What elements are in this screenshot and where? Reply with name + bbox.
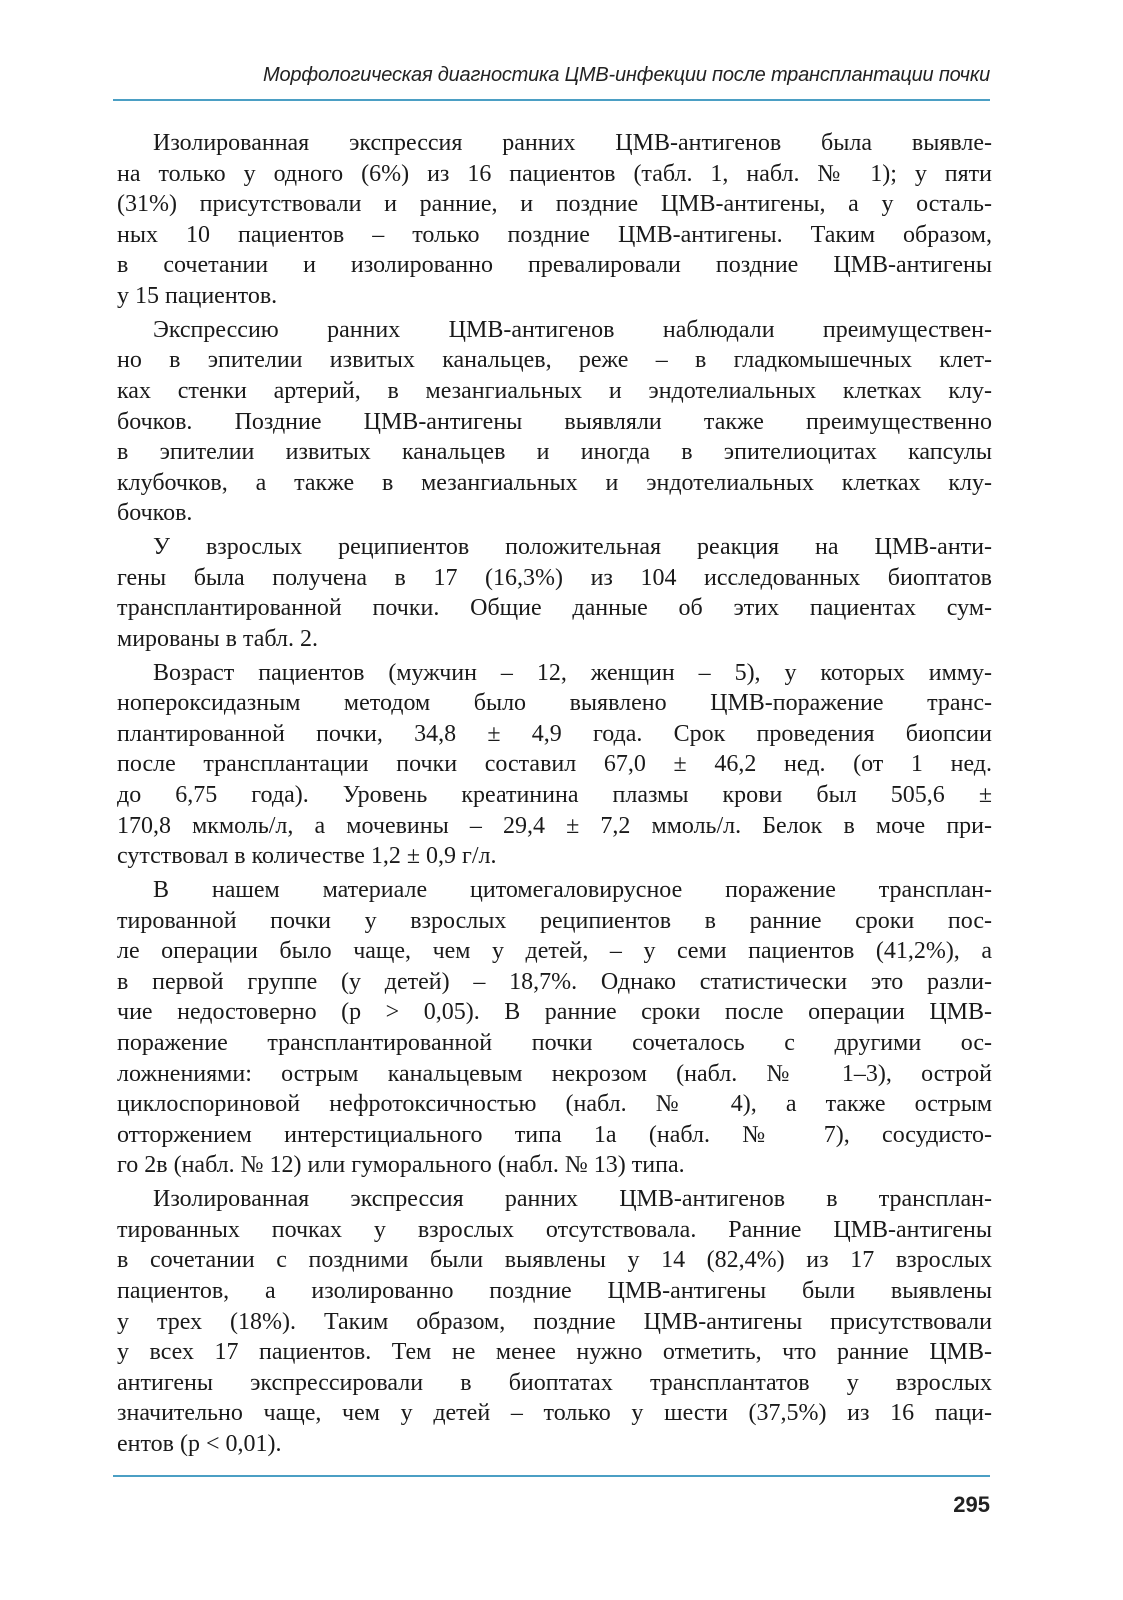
text-line: трансплантированной почки. Общие данные об этих пациентах сум- bbox=[117, 595, 992, 622]
paragraph bbox=[117, 658, 992, 872]
text-line: у всех 17 пациентов. Тем не менее нужно отметить, что ранние ЦМВ- bbox=[117, 1339, 992, 1366]
text-line: ках стенки артерий, в мезангиальных и эндотелиальных клетках клу- bbox=[117, 377, 992, 404]
text-line: чие недостоверно (p > 0,05). В ранние сроки после операции ЦМВ- bbox=[117, 999, 992, 1026]
paragraph bbox=[117, 128, 992, 312]
text-line: тированной почки у взрослых реципиентов в ранние сроки пос- bbox=[117, 907, 992, 934]
text-line: в первой группе (у детей) – 18,7%. Однако статистически это разли- bbox=[117, 968, 992, 995]
text-line: значительно чаще, чем у детей – только у шести (37,5%) из 16 паци- bbox=[117, 1400, 992, 1427]
text-line: до 6,75 года). Уровень креатинина плазмы крови был 505,6 ± bbox=[117, 782, 992, 809]
text-line: ле операции было чаще, чем у детей, – у семи пациентов (41,2%), а bbox=[117, 938, 992, 965]
text-line: плантированной почки, 34,8 ± 4,9 года. Срок проведения биопсии bbox=[117, 720, 992, 747]
text-line: в сочетании с поздними были выявлены у 14 (82,4%) из 17 взрослых bbox=[117, 1247, 992, 1274]
text-line: на только у одного (6%) из 16 пациентов (табл. 1, набл. № 1); у пяти bbox=[117, 160, 992, 187]
running-header: Морфологическая диагностика ЦМВ-инфекции после трансплантации почки bbox=[263, 64, 990, 86]
body-text bbox=[117, 128, 992, 1463]
paragraph bbox=[117, 875, 992, 1181]
text-line: у трех (18%). Таким образом, поздние ЦМВ-антигены присутствовали bbox=[117, 1308, 992, 1335]
text-line: бочков. Поздние ЦМВ-антигены выявляли также преимущественно bbox=[117, 408, 992, 435]
text-line: тированных почках у взрослых отсутствовала. Ранние ЦМВ-антигены bbox=[117, 1216, 992, 1243]
text-line: гены была получена в 17 (16,3%) из 104 исследованных биоптатов bbox=[117, 564, 992, 591]
text-line: У взрослых реципиентов положительная реакция на ЦМВ-анти- bbox=[153, 534, 992, 561]
text-line: Изолированная экспрессия ранних ЦМВ-антигенов была выявле- bbox=[153, 130, 992, 156]
text-line: циклоспориновой нефротоксичностью (набл. № 4), а также острым bbox=[117, 1091, 992, 1118]
paragraph bbox=[117, 1184, 992, 1459]
text-line: нопероксидазным методом было выявлено ЦМВ-поражение транс- bbox=[117, 690, 992, 717]
text-line: у 15 пациентов. bbox=[117, 282, 278, 309]
text-line: поражение трансплантированной почки сочеталось с другими ос- bbox=[117, 1029, 992, 1056]
text-line: мированы в табл. 2. bbox=[117, 625, 319, 652]
text-line: сутствовал в количестве 1,2 ± 0,9 г/л. bbox=[117, 843, 497, 870]
text-line: ложнениями: острым канальцевым некрозом (набл. № 1–3), острой bbox=[117, 1060, 992, 1087]
text-line: го 2в (набл. № 12) или гуморального (набл. № 13) типа. bbox=[117, 1152, 685, 1179]
text-line: антигены экспрессировали в биоптатах трансплантатов у взрослых bbox=[117, 1369, 992, 1396]
text-line: отторжением интерстициального типа 1а (набл. № 7), сосудисто- bbox=[117, 1121, 992, 1148]
text-line: В нашем материале цитомегаловирусное поражение трансплан- bbox=[153, 877, 992, 903]
footer-rule bbox=[113, 1475, 990, 1477]
text-line: (31%) присутствовали и ранние, и поздние ЦМВ-антигены, а у осталь- bbox=[117, 191, 992, 218]
header-rule bbox=[113, 99, 990, 101]
paragraph bbox=[117, 532, 992, 654]
page-number: 295 bbox=[953, 1492, 990, 1517]
text-line: в сочетании и изолированно превалировали поздние ЦМВ-антигены bbox=[117, 252, 992, 279]
text-line: ных 10 пациентов – только поздние ЦМВ-антигены. Таким образом, bbox=[117, 221, 992, 248]
text-line: ентов (p < 0,01). bbox=[117, 1430, 282, 1457]
text-line: пациентов, а изолированно поздние ЦМВ-антигены были выявлены bbox=[117, 1277, 992, 1304]
text-line: бочков. bbox=[117, 500, 193, 527]
text-line: Экспрессию ранних ЦМВ-антигенов наблюдали преимуществен- bbox=[153, 316, 992, 343]
paragraph bbox=[117, 315, 992, 529]
text-line: Возраст пациентов (мужчин – 12, женщин – 5), у которых имму- bbox=[153, 659, 992, 686]
text-line: 170,8 мкмоль/л, а мочевины – 29,4 ± 7,2 ммоль/л. Белок в моче при- bbox=[117, 812, 992, 839]
text-line: в эпителии извитых канальцев и иногда в эпителиоцитах капсулы bbox=[117, 439, 992, 466]
text-line: клубочков, а также в мезангиальных и эндотелиальных клетках клу- bbox=[117, 469, 992, 496]
text-line: после трансплантации почки составил 67,0 ± 46,2 нед. (от 1 нед. bbox=[117, 751, 992, 778]
text-line: но в эпителии извитых канальцев, реже – в гладкомышечных клет- bbox=[117, 347, 992, 374]
text-line: Изолированная экспрессия ранних ЦМВ-антигенов в трансплан- bbox=[153, 1186, 992, 1213]
